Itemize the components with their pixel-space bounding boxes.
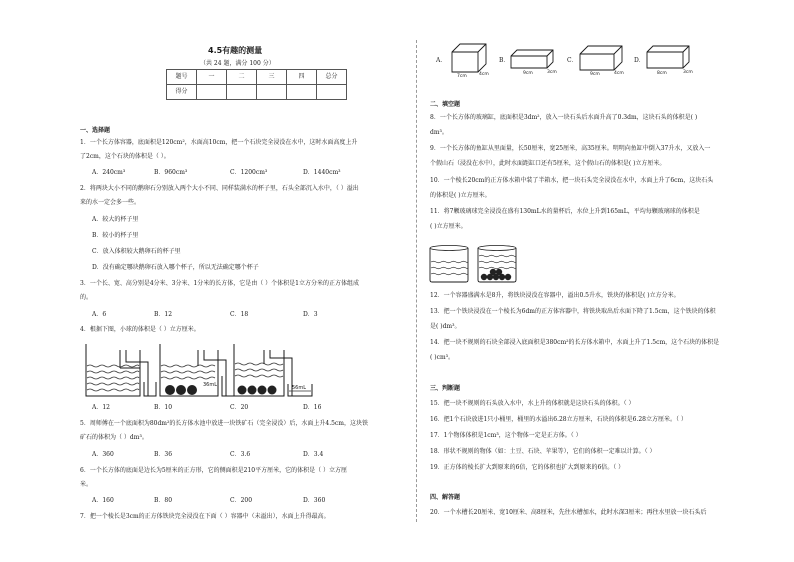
question-4: 4．根据下图，小球的体积是（ ）立方厘米。: [80, 326, 200, 333]
score-table: [166, 69, 347, 100]
question-16: 16．把1个石块放进1只小桶里，桶里的水溢出6.28立方厘米，石块的体积是6.28立方厘米。（ ）: [430, 416, 687, 423]
ball: [268, 386, 277, 395]
q2-option-d[interactable]: D．没有确定哪块鹅卵石放入哪个杯子，所以无法确定哪个杯子: [92, 264, 259, 271]
beaker-before: [430, 246, 468, 283]
label-56ml: 56mL: [292, 385, 307, 391]
score-header-cell: 题号: [167, 70, 197, 85]
question-7: 7．把一个棱长是3cm的正方体铁块完全浸没在下面（ ）容器中（未溢出），水面上升得最高。: [80, 513, 330, 520]
q7-box-c: [578, 42, 626, 76]
q1-option-b[interactable]: B．960cm³: [154, 169, 188, 176]
dim-width: 3cm: [683, 70, 693, 75]
column-divider: [416, 40, 417, 522]
score-cell[interactable]: [317, 85, 347, 100]
question-18: 18．形状不规则的物体（如：土豆、石块、苹果等），它们的体积一定难以计算。（ ）: [430, 448, 656, 455]
page-subtitle: （共 24 题，满分 100 分）: [200, 60, 275, 67]
glass-ball: [490, 269, 496, 275]
q7-option-b[interactable]: B．: [499, 57, 510, 64]
q1-option-a[interactable]: A．240cm³: [92, 169, 126, 176]
question-5-line1: 5．周师傅在一个底面积为80dm²的长方体水池中放进一块铁矿石（完全浸没）后，水面上升4.5cm，这块铁: [80, 420, 368, 427]
score-header-cell: 总分: [317, 70, 347, 85]
question-14-line2: ( )cm³。: [430, 354, 455, 361]
dim-length: 7cm: [457, 74, 467, 78]
score-table-score-row: [167, 85, 347, 100]
q2-option-a[interactable]: A．较大的杯子里: [92, 216, 139, 223]
question-6-line2: 米。: [80, 481, 93, 488]
section-judge-heading: 三、判断题: [430, 385, 461, 392]
question-14-line1: 14．把一块不规则的石块全部浸入底面积是380cm²的长方体水箱中，水面上升了1.5cm，这个石块的体积是: [430, 339, 720, 346]
dim-width: 4cm: [479, 72, 489, 77]
q5-option-a[interactable]: A．360: [92, 451, 114, 458]
ball: [176, 385, 186, 395]
dim-length: 9cm: [523, 71, 533, 76]
question-12: 12．一个容器盛满水是8升，将铁块浸没在容器中，溢出0.5升水，铁块的体积是( )立方分米。: [430, 292, 680, 299]
ball: [187, 385, 197, 395]
question-8-line1: 8．一个长方体的玻璃缸，底面积是3dm²，放入一块石头后水面升高了0.3dm，这块石头的体积是( ): [430, 114, 698, 121]
dim-width: 4cm: [614, 71, 624, 76]
question-10-line2: 的体积是( )立方厘米。: [430, 192, 491, 199]
dim-length: 9cm: [590, 72, 600, 76]
q3-option-a[interactable]: A．6: [92, 311, 107, 318]
q7-option-d[interactable]: D．: [634, 57, 645, 64]
score-header-cell: 三: [257, 70, 287, 85]
score-cell[interactable]: [287, 85, 317, 100]
score-table-header-row: [167, 70, 347, 85]
question-13-line2: 是( )dm³。: [430, 323, 461, 330]
ball: [165, 385, 175, 395]
question-17: 17．1个物体体积是1cm³，这个物体一定是正方体。（ ）: [430, 432, 582, 439]
q6-option-d[interactable]: D．360: [303, 497, 326, 504]
q1-option-d[interactable]: D．1440cm³: [303, 169, 341, 176]
container-2: [160, 344, 234, 396]
section-fill-heading: 二、填空题: [430, 101, 461, 108]
question-2-line1: 2．将两块大小不同的鹅卵石分别放入两个大小不同、同样装满水的杯子里，石头全部沉入水中，（ ）溢出: [80, 185, 359, 192]
score-cell[interactable]: [197, 85, 227, 100]
glass-ball: [505, 274, 511, 280]
dim-length: 8cm: [657, 71, 667, 76]
q4-option-a[interactable]: A．12: [92, 404, 110, 411]
glass-ball: [496, 269, 502, 275]
q7-option-c[interactable]: C．: [567, 57, 578, 64]
section-solve-heading: 四、解答题: [430, 494, 461, 501]
ball: [248, 386, 257, 395]
q5-option-b[interactable]: B．36: [154, 451, 173, 458]
score-cell[interactable]: [227, 85, 257, 100]
q7-box-b: [509, 46, 557, 76]
section-choice-heading: 一、选择题: [80, 127, 111, 134]
q4-option-c[interactable]: C．20: [230, 404, 249, 411]
question-9-line1: 9．一个长方体的鱼缸从里面量，长50厘米，宽25厘米，高35厘米。明明向鱼缸中倒入37升水，又放入一: [430, 145, 711, 152]
q4-option-d[interactable]: D．16: [303, 404, 322, 411]
question-9-line2: 个假山石（浸没在水中），此时水面距缸口还有5厘米，这个假山石的体积是( )立方厘米。: [430, 160, 666, 167]
dim-width: 3cm: [547, 70, 557, 75]
question-6-line1: 6．一个长方体的底面是边长为5厘米的正方形，它的侧面积是210平方厘米，它的体积是（ ）立方厘: [80, 467, 347, 474]
question-8-line2: dm³。: [430, 129, 448, 136]
beaker-after: [478, 246, 516, 283]
question-3-line1: 3．一个长、宽、高分别是4分米、3分米、1分米的长方体，它是由（ ）个体积是1立方分米的正方体组成: [80, 280, 359, 287]
question-11-line1: 11．将7颗玻璃球完全浸没在盛有130mL水的量杯后，水位上升到165mL，平均每颗玻璃球的体积是: [430, 208, 700, 215]
question-3-line2: 的。: [80, 294, 93, 301]
score-header-cell: 一: [197, 70, 227, 85]
q3-option-b[interactable]: B．12: [154, 311, 173, 318]
question-10-line1: 10．一个棱长20cm的正方体水箱中装了半箱水，把一块石头完全浸没在水中，水面上升了6cm，这块石头: [430, 177, 714, 184]
score-header-cell: 二: [227, 70, 257, 85]
q4-water-figure: [84, 342, 324, 398]
q2-option-b[interactable]: B．较小的杯子里: [92, 232, 139, 239]
question-11-line2: ( )立方厘米。: [430, 223, 467, 230]
score-row-label: 得分: [167, 85, 197, 100]
question-15: 15．把一块不规则的石头放入水中，水上升的体积就是这块石头的体积。（ ）: [430, 400, 635, 407]
q3-option-c[interactable]: C．18: [230, 311, 249, 318]
label-36ml: 36mL: [203, 382, 218, 388]
question-2-line2: 来的水一定会多一些。: [80, 199, 141, 206]
question-19: 19．正方体的棱长扩大到原来的6倍，它的体积也扩大到原来的6倍。（ ）: [430, 464, 625, 471]
q7-option-a[interactable]: A．: [436, 57, 447, 64]
q7-box-a: [449, 40, 491, 78]
ball: [238, 386, 247, 395]
q6-option-a[interactable]: A．160: [92, 497, 114, 504]
question-20: 20．一个水槽长20厘米、宽10厘米、高8厘米，先往水槽加水，此时水深3厘米；再往水里放一块石头后: [430, 509, 707, 516]
score-cell[interactable]: [257, 85, 287, 100]
q1-option-c[interactable]: C．1200cm³: [230, 169, 268, 176]
q2-option-c[interactable]: C．放入体积较大鹅卵石的杯子里: [92, 248, 181, 255]
question-13-line1: 13．把一个铁块浸没在一个棱长为6dm的正方体容器中，将铁块取出后水面下降了1.5cm，这个铁块的体积: [430, 308, 716, 315]
q11-beaker-figure: [428, 242, 520, 284]
q7-box-d: [645, 42, 693, 76]
question-1-line1: 1．一个长方体容器，底面积是120cm²，水面高10cm，把一个石块完全浸没在水中，这时水面高度上升: [80, 139, 358, 146]
ball: [258, 386, 267, 395]
q3-option-d[interactable]: D．3: [303, 311, 318, 318]
q5-option-c[interactable]: C．3.6: [230, 451, 251, 458]
score-header-cell: 四: [287, 70, 317, 85]
question-5-line2: 矿石的体积为（ ）dm³。: [80, 434, 148, 441]
q6-option-b[interactable]: B．80: [154, 497, 173, 504]
q5-option-d[interactable]: D．3.4: [303, 451, 324, 458]
q4-option-b[interactable]: B．10: [154, 404, 173, 411]
glass-ball: [481, 274, 487, 280]
page-title: 4.5有趣的测量: [208, 46, 263, 55]
container-1: [86, 344, 156, 396]
q6-option-c[interactable]: C．200: [230, 497, 253, 504]
question-1-line2: 了2cm，这个石块的体积是（ ）。: [80, 153, 170, 160]
